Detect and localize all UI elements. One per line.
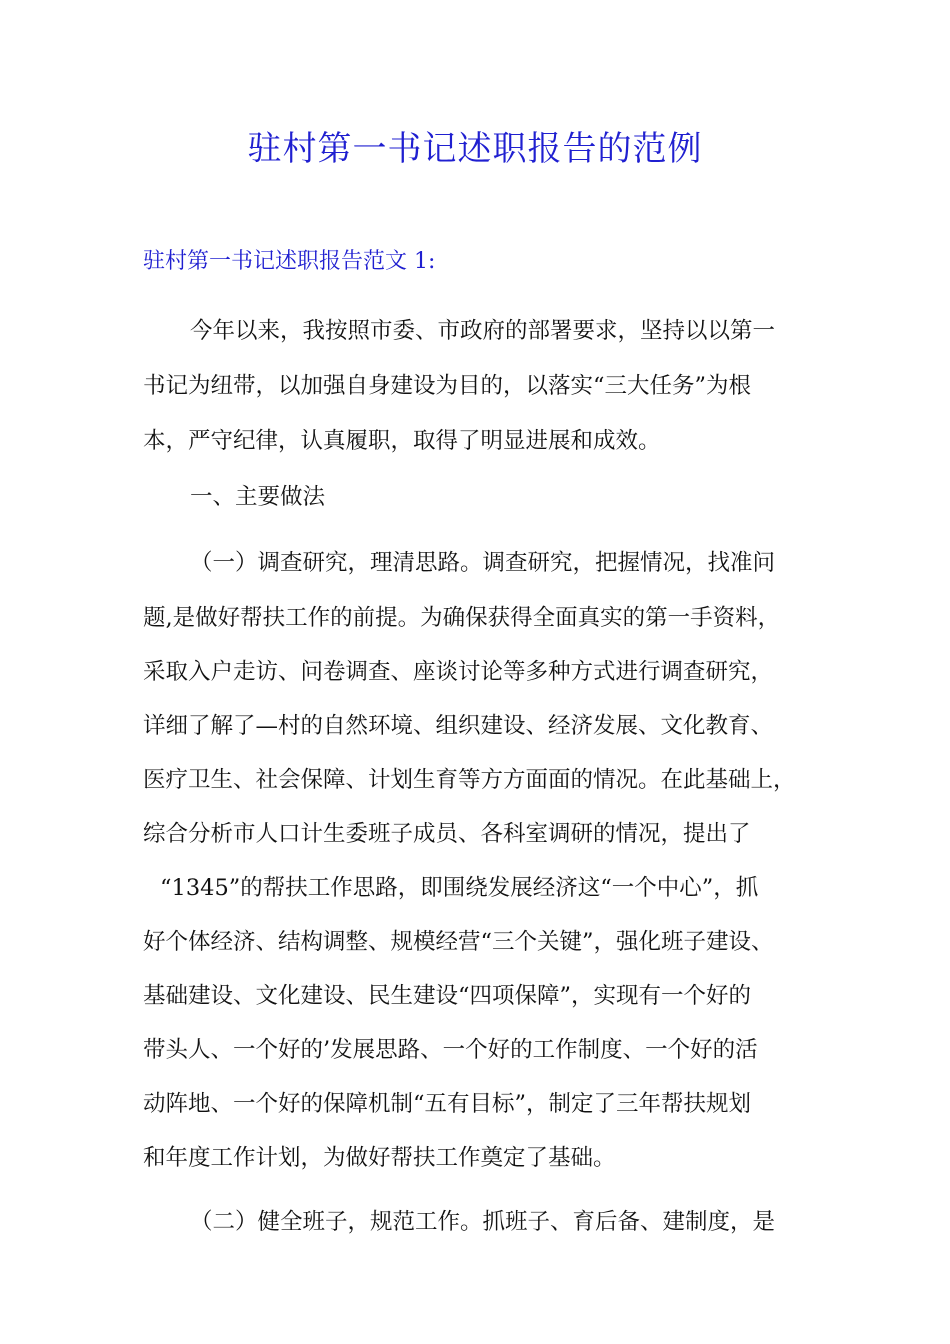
paragraph-3-line-3: 采取入户走访、问卷调查、座谈讨论等多种方式进行调查研究，: [143, 659, 774, 685]
paragraph-3-line-2: 题,是做好帮扶工作的前提。为确保获得全面真实的第一手资料，: [143, 605, 781, 631]
section-subheading: 驻村第一书记述职报告范文 1:: [143, 249, 436, 274]
paragraph-3-line-9: 基础建设、文化建设、民生建设“四项保障”，实现有一个好的: [143, 983, 752, 1009]
paragraph-3-line-8: 好个体经济、结构调整、规模经营“三个关键”，强化班子建设、: [143, 929, 774, 955]
document-title: 驻村第一书记述职报告的范例: [247, 129, 703, 169]
paragraph-3-line-10: 带头人、一个好的’发展思路、一个好的工作制度、一个好的活: [143, 1037, 758, 1063]
paragraph-3-line-1: （一）调查研究，理清思路。调查研究，把握情况，找准问: [190, 550, 776, 576]
paragraph-3-line-5: 医疗卫生、社会保障、计划生育等方方面面的情况。在此基础上，: [143, 767, 796, 793]
paragraph-4-line-1: （二）健全班子，规范工作。抓班子、育后备、建制度，是: [190, 1209, 776, 1235]
paragraph-3-line-6: 综合分析市人口计生委班子成员、各科室调研的情况，提出了: [143, 821, 751, 847]
paragraph-3-line-4: 详细了解了—村的自然环境、组织建设、经济发展、文化教育、: [143, 713, 774, 739]
section-heading-main-practices: 一、主要做法: [190, 484, 326, 510]
paragraph-1-line-3: 本，严守纪律，认真履职，取得了明显进展和成效。: [143, 428, 661, 454]
paragraph-1-line-2: 书记为纽带，以加强自身建设为目的，以落实“三大任务”为根: [143, 373, 752, 399]
paragraph-3-line-12: 和年度工作计划，为做好帮扶工作奠定了基础。: [143, 1145, 616, 1171]
paragraph-1-line-1: 今年以来，我按照市委、市政府的部署要求，坚持以以第一: [190, 318, 776, 344]
paragraph-3-line-11: 动阵地、一个好的保障机制“五有目标”，制定了三年帮扶规划: [143, 1091, 752, 1117]
paragraph-3-line-7: “1345”的帮扶工作思路，即围绕发展经济这“一个中心”，抓: [160, 875, 759, 901]
